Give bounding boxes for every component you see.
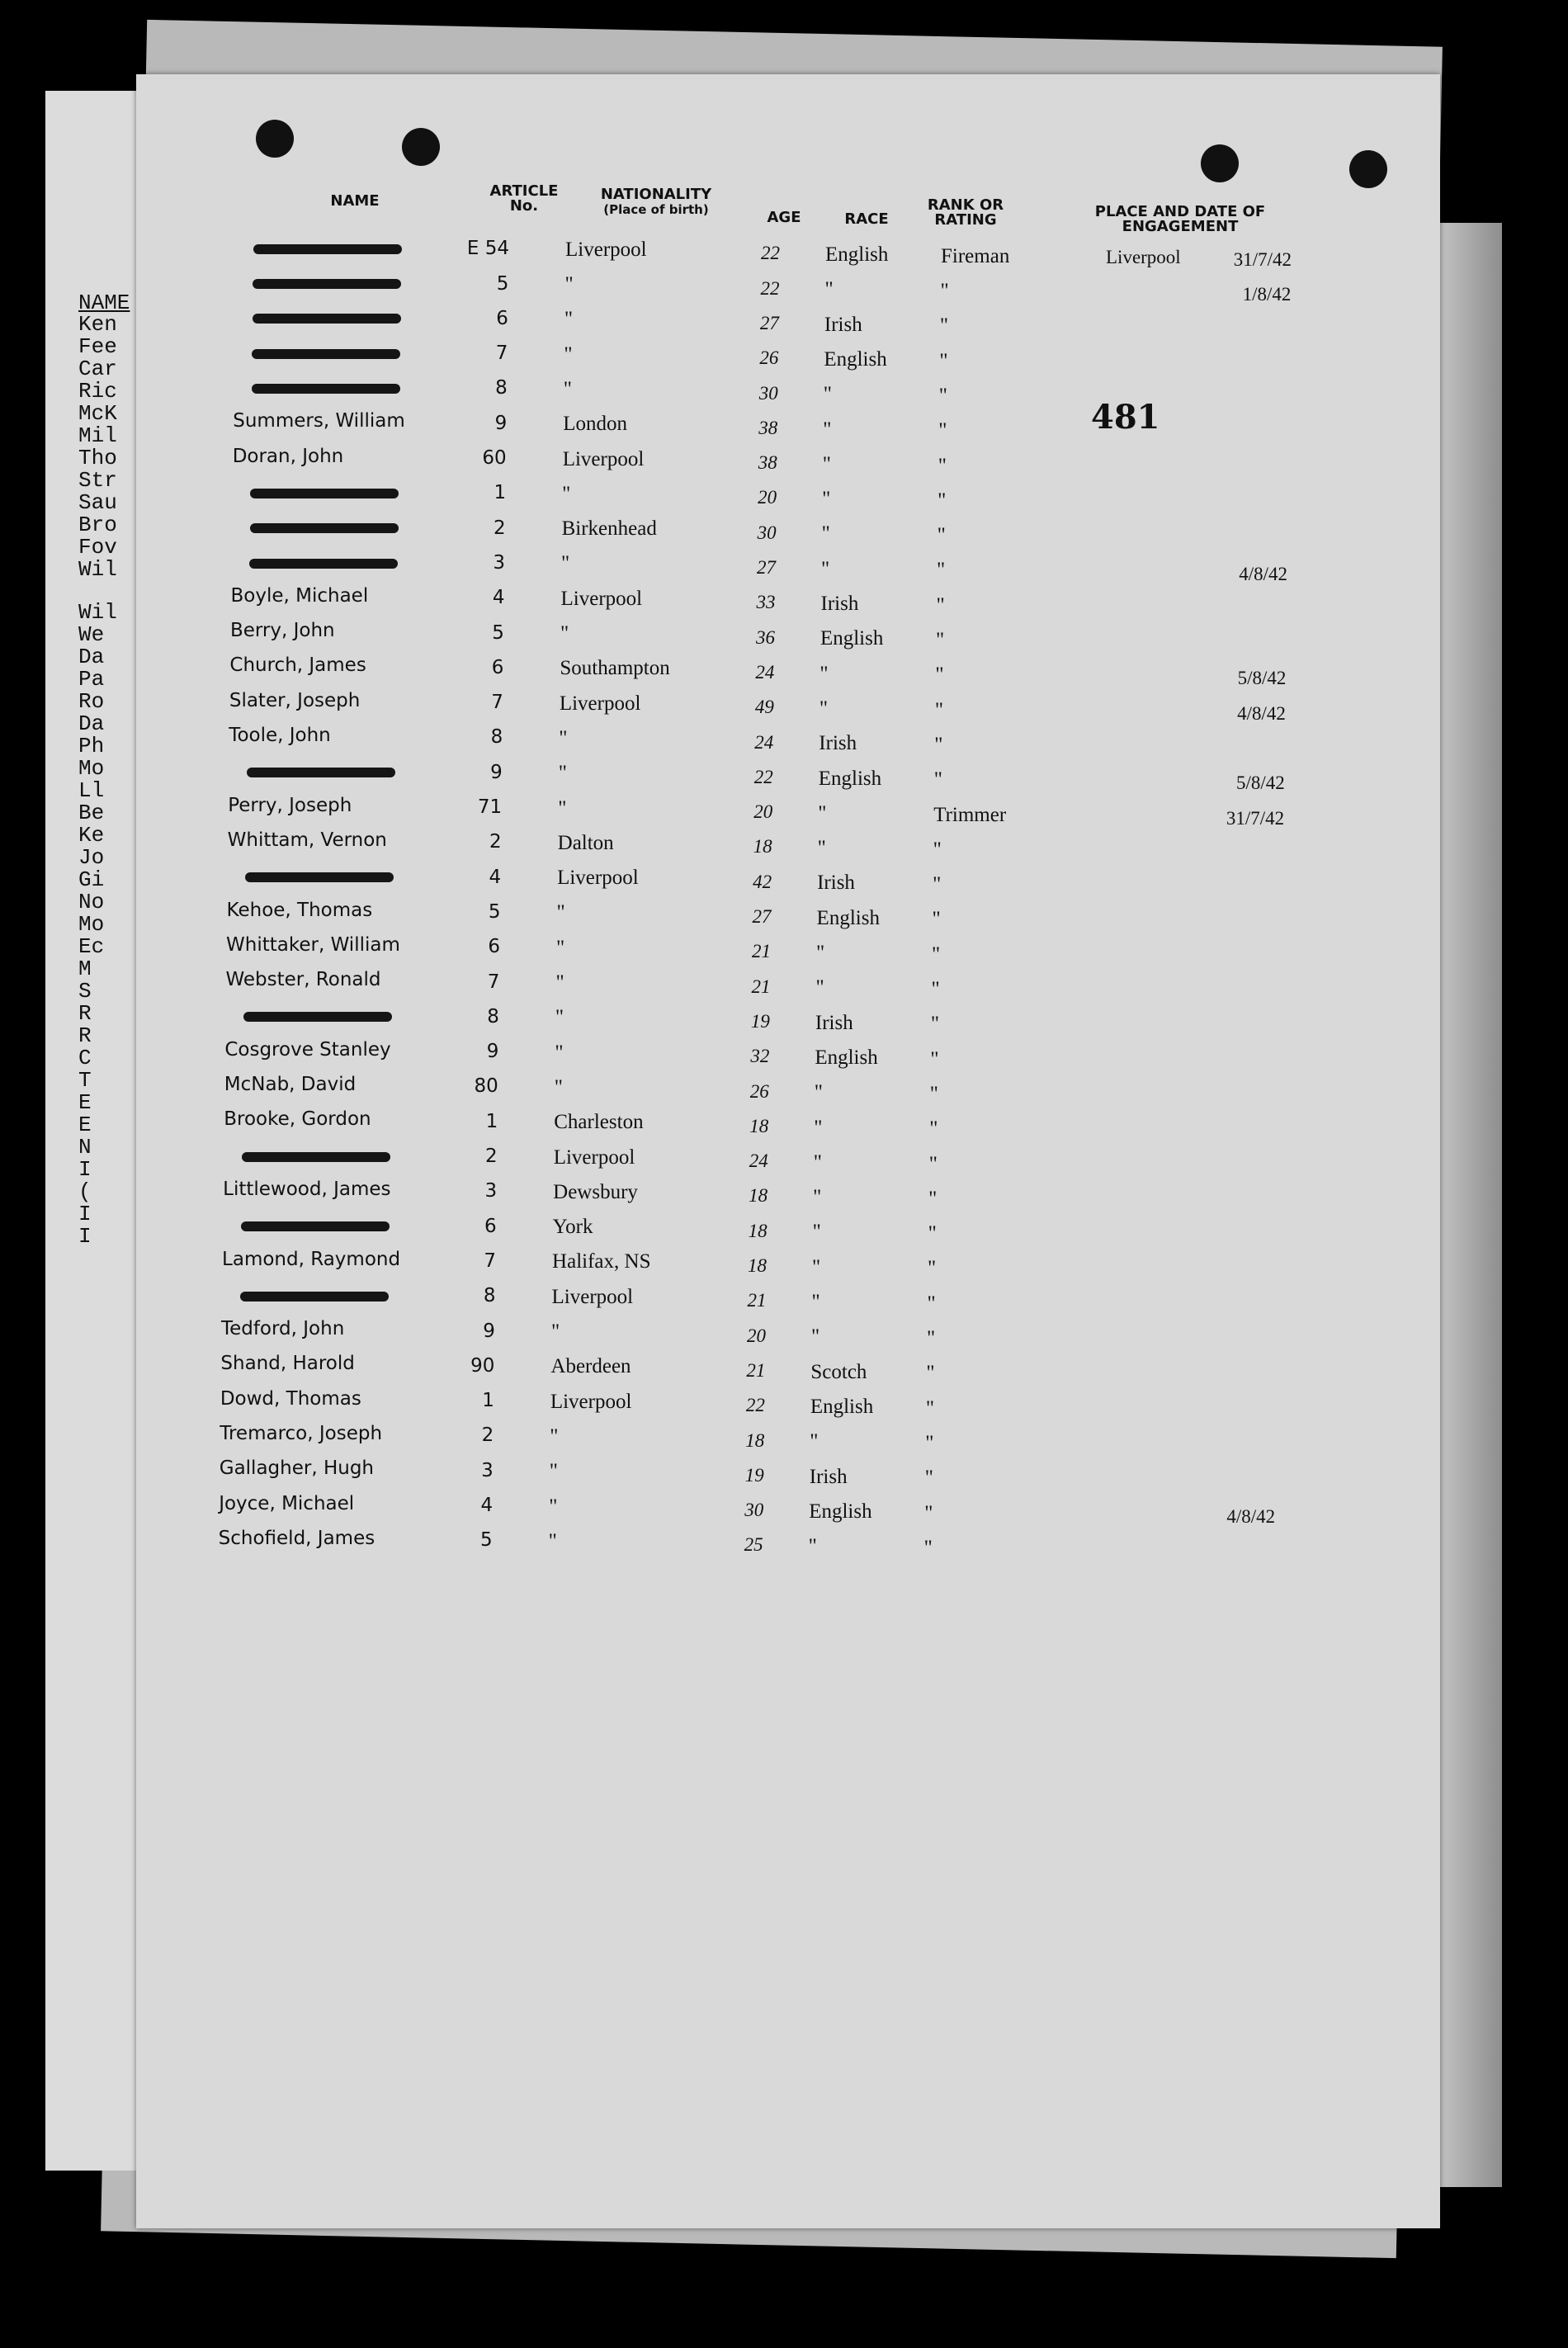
cell-article: 8 [483, 1285, 496, 1307]
cell-name: Shand, Harold [220, 1353, 355, 1375]
cell-nat: " [554, 1075, 564, 1098]
cell-article: 5 [492, 621, 504, 644]
cell-age: 36 [755, 626, 775, 648]
cell-race: " [815, 976, 824, 999]
cell-eng-date: 5/8/42 [1235, 772, 1285, 794]
cell-race: English [825, 243, 889, 267]
punch-hole [1349, 150, 1387, 188]
cell-rank: " [926, 1362, 935, 1385]
cell-race: " [821, 522, 830, 546]
cell-nat: Liverpool [562, 447, 645, 470]
left-sheet-entry: Bro [78, 514, 117, 536]
cell-rank: " [934, 733, 943, 756]
punch-hole [256, 120, 294, 158]
cell-age: 22 [761, 243, 780, 264]
redacted-name-bar [249, 559, 398, 569]
cell-nat: " [556, 936, 565, 959]
cell-race: English [818, 767, 882, 790]
cell-article: 4 [480, 1495, 494, 1517]
left-sheet-entry: Ric [78, 380, 117, 403]
header-rank: RANK OR RATING [927, 196, 1004, 229]
cell-race: " [814, 1116, 823, 1139]
cell-name: McNab, David [224, 1074, 357, 1096]
left-sheet-heading: NAME [78, 291, 130, 315]
left-sheet-entry: N [78, 1136, 92, 1159]
cell-rank: " [928, 1257, 937, 1280]
cell-name: Summers, William [233, 410, 405, 432]
cell-name: Littlewood, James [223, 1178, 391, 1200]
left-sheet-entry: Fov [78, 536, 117, 559]
left-sheet-entry: I [78, 1159, 92, 1181]
cell-name: Whittam, Vernon [227, 829, 387, 851]
left-sheet-entry: Mo [78, 914, 105, 936]
left-sheet-entry: R [78, 1025, 92, 1047]
cell-age: 42 [753, 871, 772, 892]
cell-article: 7 [484, 1250, 497, 1272]
cell-age: 49 [754, 697, 774, 718]
cell-nat: " [549, 1460, 558, 1483]
cell-rank: " [924, 1467, 933, 1490]
cell-nat: Liverpool [559, 692, 641, 715]
left-sheet-entry: Wil [78, 559, 117, 581]
left-sheet-entry: Mo [78, 758, 105, 780]
cell-nat: " [555, 1041, 564, 1064]
cell-article: 1 [485, 1110, 498, 1132]
left-sheet-entry: Gi [78, 869, 105, 891]
cell-race: " [811, 1291, 820, 1314]
cell-eng-date: 31/7/42 [1233, 248, 1292, 270]
cell-article: 8 [487, 1005, 499, 1028]
cell-rank: " [923, 1536, 933, 1559]
cell-race: " [821, 557, 830, 580]
cell-article: 9 [490, 761, 503, 783]
cell-age: 30 [757, 522, 777, 543]
cell-rank: " [925, 1396, 935, 1420]
cell-article: 5 [480, 1529, 493, 1552]
cell-age: 26 [749, 1080, 769, 1102]
cell-rank: " [932, 943, 941, 966]
cell-article: 7 [487, 971, 500, 993]
cell-article: 9 [483, 1320, 495, 1342]
cell-article: 6 [488, 936, 500, 958]
header-race: RACE [844, 210, 889, 228]
redacted-name-bar [242, 1152, 390, 1162]
cell-age: 18 [748, 1220, 767, 1241]
cell-nat: Dalton [557, 831, 614, 854]
cell-article: 2 [489, 831, 502, 853]
cell-name: Church, James [229, 654, 366, 677]
cell-nat: " [561, 552, 570, 575]
left-sheet-entry: Jo [78, 847, 105, 869]
cell-article: 8 [490, 726, 503, 749]
cell-rank: " [932, 908, 941, 931]
cell-article: 6 [491, 656, 504, 678]
cell-name: Tremarco, Joseph [220, 1423, 383, 1445]
cell-nat: " [550, 1320, 560, 1344]
cell-name: Webster, Ronald [225, 969, 381, 991]
cell-nat: " [564, 343, 573, 366]
left-sheet-entry: No [78, 891, 105, 914]
punch-hole [402, 128, 440, 166]
cell-eng-date: 4/8/42 [1239, 563, 1288, 584]
cell-eng-date: 31/7/42 [1226, 807, 1285, 829]
cell-nat: " [549, 1495, 558, 1518]
cell-age: 22 [760, 277, 780, 299]
cell-nat: " [560, 622, 569, 645]
cell-name: Boyle, Michael [230, 584, 369, 607]
cell-age: 27 [752, 906, 772, 928]
cell-age: 38 [758, 417, 778, 438]
cell-rank: Trimmer [933, 803, 1007, 826]
cell-rank: " [937, 524, 946, 547]
cell-age: 24 [754, 731, 774, 753]
left-sheet-entry: E [78, 1092, 92, 1114]
cell-article: 5 [488, 900, 501, 923]
cell-rank: " [938, 419, 947, 442]
cell-age: 19 [744, 1464, 764, 1486]
cell-rank: " [929, 1117, 938, 1141]
cell-race: " [822, 488, 831, 511]
cell-nat: Aberdeen [550, 1355, 631, 1378]
cell-nat: " [558, 762, 567, 785]
left-sheet-entry: Str [78, 470, 117, 492]
cell-age: 18 [748, 1255, 767, 1277]
cell-age: 22 [745, 1395, 765, 1416]
cell-race: " [816, 942, 825, 965]
redacted-name-bar [252, 384, 400, 394]
cell-article: 6 [484, 1215, 497, 1237]
left-sheet-entry: Ph [78, 735, 105, 758]
cell-age: 21 [752, 941, 771, 962]
redacted-name-bar [253, 279, 401, 289]
cell-race: Irish [820, 593, 859, 616]
header-article: ARTICLE No. [489, 182, 559, 215]
left-sheet-entry: Tho [78, 447, 117, 470]
cell-rank: " [930, 1013, 940, 1036]
cell-article: 9 [486, 1041, 499, 1063]
cell-nat: " [564, 273, 574, 296]
cell-rank: " [925, 1431, 934, 1454]
cell-rank: " [937, 559, 946, 582]
cell-race: " [823, 383, 833, 406]
cell-nat: Liverpool [565, 238, 647, 261]
cell-article: 8 [495, 377, 508, 399]
cell-nat: " [564, 308, 574, 331]
cell-article: 90 [470, 1354, 495, 1377]
cell-age: 18 [753, 836, 772, 857]
cell-rank: " [935, 629, 945, 651]
left-sheet-entry: Ro [78, 691, 105, 713]
cell-nat: " [556, 901, 565, 924]
cell-age: 20 [758, 487, 777, 508]
cell-nat: Liverpool [560, 587, 643, 610]
header-name: NAME [330, 192, 380, 210]
cell-age: 27 [759, 312, 779, 333]
cell-age: 21 [751, 976, 771, 997]
cell-race: Irish [819, 732, 857, 755]
cell-article: 60 [482, 447, 507, 470]
redacted-name-bar [252, 349, 400, 359]
cell-name: Lamond, Raymond [222, 1248, 401, 1270]
cell-rank: " [933, 873, 942, 896]
cell-rank: " [937, 489, 947, 512]
left-sheet-entry: Car [78, 358, 117, 380]
cell-article: 71 [477, 796, 503, 819]
cell-rank: " [938, 384, 948, 407]
cell-rank: " [928, 1222, 937, 1245]
cell-age: 20 [753, 801, 773, 823]
cell-race: " [813, 1186, 822, 1209]
cell-article: 7 [491, 692, 503, 714]
cell-nat: " [562, 482, 571, 505]
header-age: AGE [767, 209, 801, 226]
cell-age: 33 [756, 592, 776, 613]
cell-eng-date: 4/8/42 [1237, 702, 1286, 724]
cell-nat: " [558, 796, 567, 820]
cell-age: 22 [753, 766, 773, 787]
cell-nat: Southampton [560, 657, 670, 680]
cell-rank: " [935, 664, 944, 687]
cell-race: " [810, 1430, 819, 1453]
cell-rank: Fireman [941, 244, 1010, 267]
cell-rank: " [939, 349, 948, 372]
cell-race: English [819, 627, 884, 650]
cell-name: Tedford, John [220, 1318, 345, 1340]
cell-age: 32 [750, 1046, 770, 1067]
cell-age: 21 [746, 1359, 766, 1381]
cell-article: 4 [489, 866, 502, 888]
cell-nat: Birkenhead [561, 517, 657, 541]
cell-rank: " [927, 1292, 936, 1315]
cell-article: 3 [484, 1180, 498, 1202]
cell-rank: " [937, 454, 947, 477]
cell-nat: " [563, 377, 573, 400]
cell-name: Doran, John [232, 445, 344, 467]
cell-age: 25 [744, 1534, 763, 1556]
left-sheet-entry: Da [78, 713, 105, 735]
cell-name: Perry, Joseph [228, 794, 352, 816]
cell-race: Irish [809, 1465, 848, 1488]
crew-list-page [136, 74, 1440, 2228]
cell-name: Toole, John [229, 725, 331, 747]
cell-race: English [809, 1500, 872, 1523]
cell-rank: " [929, 1082, 939, 1105]
cell-name: Slater, Joseph [229, 689, 361, 711]
left-sheet-entry: Ec [78, 936, 105, 958]
cell-article: 7 [495, 343, 508, 365]
punch-hole [1201, 144, 1239, 182]
cell-race: " [819, 662, 829, 685]
cell-race: " [814, 1081, 824, 1104]
cell-age: 20 [746, 1325, 766, 1346]
cell-name: Whittaker, William [226, 933, 400, 956]
left-sheet-entry: Da [78, 646, 105, 668]
cell-article: E 54 [466, 238, 509, 260]
cell-race: English [816, 906, 880, 929]
cell-age: 30 [744, 1500, 764, 1521]
cell-article: 3 [493, 551, 506, 574]
cell-nat: Liverpool [550, 1390, 632, 1413]
cell-nat: Liverpool [557, 867, 639, 890]
cell-article: 2 [485, 1146, 498, 1168]
cell-name: Berry, John [229, 620, 335, 642]
cell-article: 6 [496, 307, 508, 329]
redacted-name-bar [247, 768, 395, 777]
cell-eng-place: Liverpool [1106, 247, 1181, 268]
cell-article: 5 [496, 272, 509, 295]
cell-age: 19 [750, 1010, 770, 1032]
cell-name: Brooke, Gordon [224, 1108, 371, 1131]
cell-race: Irish [815, 1011, 853, 1034]
cell-nat: Charleston [554, 1111, 644, 1134]
left-sheet-entry: S [78, 980, 92, 1003]
left-sheet-entry: Mil [78, 425, 117, 447]
left-sheet-entry: I [78, 1226, 92, 1248]
cell-rank: " [934, 698, 944, 721]
cell-name: Dowd, Thomas [220, 1387, 361, 1410]
cell-nat: " [548, 1529, 557, 1552]
cell-article: 1 [482, 1390, 494, 1412]
left-sheet-entry: ( [78, 1181, 92, 1203]
cell-rank: " [928, 1152, 937, 1175]
left-sheet-entry: E [78, 1114, 92, 1136]
cell-rank: " [924, 1501, 933, 1524]
redacted-name-bar [245, 872, 394, 882]
cell-race: " [812, 1221, 821, 1244]
cell-nat: " [559, 726, 568, 749]
left-sheet-entry: Ken [78, 314, 117, 336]
cell-rank: " [933, 768, 942, 791]
cell-nat: " [550, 1424, 559, 1448]
cell-race: " [819, 697, 829, 720]
cell-article: 2 [481, 1424, 494, 1447]
left-sheet-entry: Wil [78, 602, 117, 624]
cell-rank: " [940, 280, 949, 302]
cell-rank: " [928, 1187, 937, 1210]
cell-race: " [812, 1255, 821, 1278]
cell-age: 27 [757, 557, 777, 579]
redacted-name-bar [241, 1221, 390, 1231]
header-nationality: NATIONALITY (Place of birth) [600, 186, 712, 217]
cell-race: " [818, 801, 827, 824]
page-stamp-number: 481 [1091, 398, 1160, 437]
header-engagement: PLACE AND DATE OF ENGAGEMENT [1094, 203, 1266, 235]
cell-article: 2 [493, 517, 506, 539]
cell-name: Schofield, James [218, 1527, 375, 1549]
left-sheet-entry: We [78, 624, 105, 646]
cell-race: " [808, 1535, 817, 1558]
cell-article: 4 [492, 587, 505, 609]
redacted-name-bar [240, 1292, 389, 1302]
left-sheet-entry: M [78, 958, 92, 980]
cell-nat: Halifax, NS [552, 1250, 651, 1273]
left-sheet-entry: T [78, 1070, 92, 1092]
cell-race: English [824, 347, 887, 371]
cell-age: 18 [749, 1115, 769, 1136]
cell-rank: " [939, 314, 949, 338]
cell-rank: " [931, 978, 940, 1000]
cell-rank: " [936, 593, 945, 617]
cell-age: 24 [749, 1150, 768, 1172]
cell-rank: " [933, 838, 942, 861]
cell-article: 1 [494, 482, 507, 504]
cell-eng-date: 4/8/42 [1226, 1505, 1276, 1527]
cell-nat: Liverpool [551, 1285, 634, 1308]
cell-race: " [810, 1325, 820, 1349]
cell-age: 21 [747, 1290, 767, 1311]
left-sheet-entry: Fee [78, 336, 117, 358]
left-sheet-entry: Be [78, 802, 105, 824]
cell-nat: York [552, 1216, 593, 1239]
cell-race: Scotch [810, 1360, 867, 1383]
cell-name: Cosgrove Stanley [224, 1038, 391, 1061]
left-sheet-entry: Pa [78, 668, 105, 691]
cell-race: " [823, 418, 832, 441]
left-sheet-entry: R [78, 1003, 92, 1025]
left-sheet-entry: I [78, 1203, 92, 1226]
cell-rank: " [926, 1327, 936, 1349]
cell-race: " [822, 452, 831, 475]
cell-nat: Dewsbury [553, 1180, 638, 1203]
redacted-name-bar [250, 489, 399, 498]
left-sheet-entry: C [78, 1047, 92, 1070]
cell-rank: " [930, 1047, 939, 1070]
cell-age: 18 [749, 1185, 768, 1207]
cell-race: " [824, 278, 834, 301]
cell-race: English [815, 1046, 878, 1069]
cell-nat: Liverpool [553, 1146, 635, 1169]
cell-eng-date: 5/8/42 [1237, 668, 1287, 689]
redacted-name-bar [250, 523, 399, 533]
cell-name: Kehoe, Thomas [226, 899, 373, 921]
cell-age: 38 [758, 452, 777, 474]
cell-age: 18 [745, 1429, 765, 1451]
cell-article: 9 [494, 412, 508, 434]
left-sheet-entry: Ke [78, 824, 105, 847]
cell-nat: " [555, 971, 564, 994]
cell-race: Irish [817, 872, 855, 895]
cell-article: 3 [481, 1459, 494, 1481]
left-sheet-entry: Ll [78, 780, 105, 802]
cell-nat: " [555, 1006, 564, 1029]
redacted-name-bar [253, 244, 402, 254]
left-sheet-entry: McK [78, 403, 117, 425]
redacted-name-bar [243, 1012, 392, 1022]
cell-article: 80 [474, 1075, 498, 1098]
redacted-name-bar [253, 314, 401, 324]
cell-name: Joyce, Michael [219, 1492, 355, 1514]
cell-race: Irish [824, 313, 862, 336]
cell-nat: London [563, 413, 628, 436]
cell-age: 26 [759, 347, 779, 369]
left-sheet-entry: Sau [78, 492, 117, 514]
cell-name: Gallagher, Hugh [219, 1457, 374, 1480]
cell-race: " [817, 837, 826, 860]
cell-race: English [810, 1395, 874, 1418]
cell-age: 30 [758, 382, 778, 404]
cell-eng-date: 1/8/42 [1242, 284, 1292, 305]
cell-age: 24 [755, 661, 775, 683]
cell-race: " [813, 1150, 822, 1174]
